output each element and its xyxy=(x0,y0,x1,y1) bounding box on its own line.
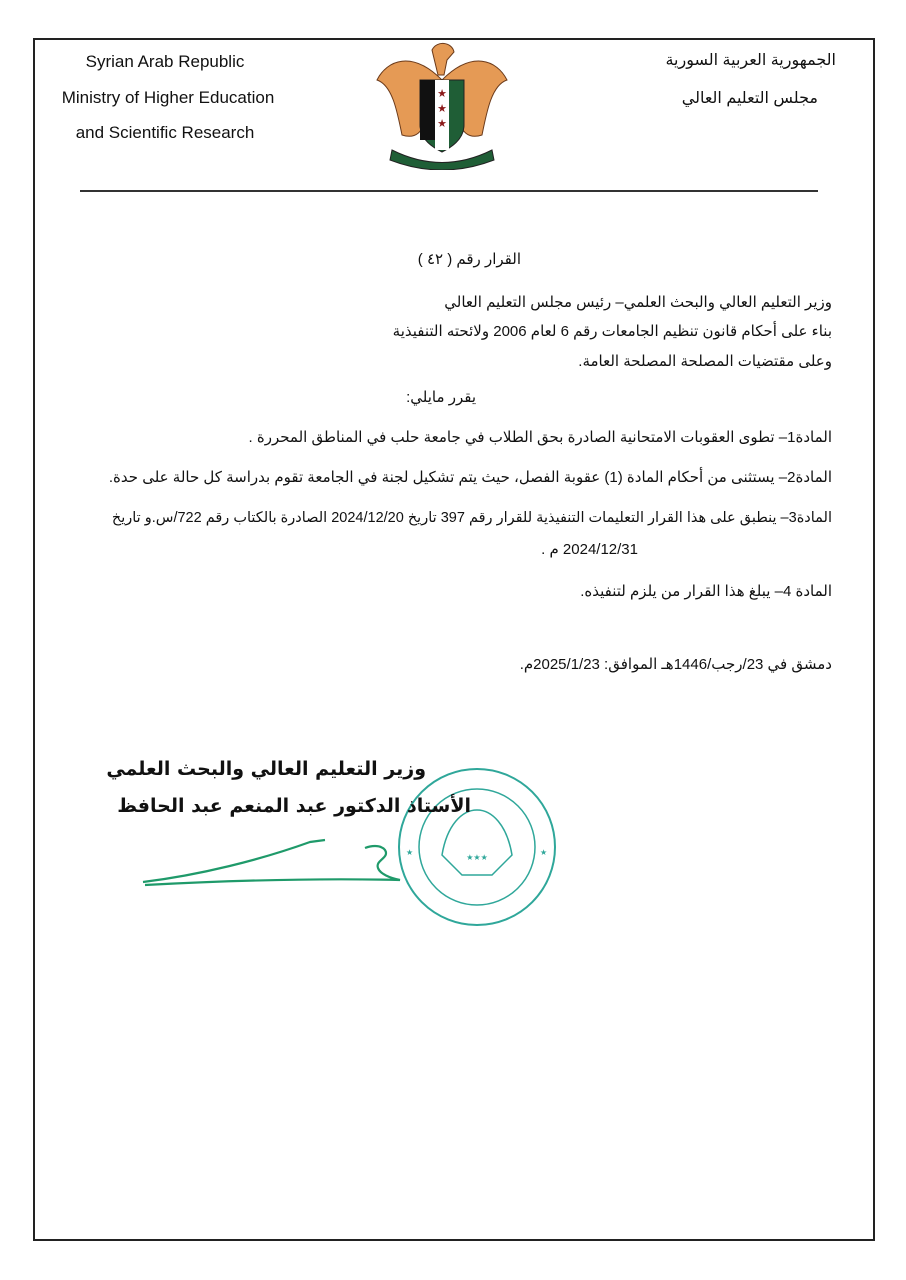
article-3-cont: 2024/12/31 م . xyxy=(541,541,638,558)
handwritten-signature xyxy=(140,830,410,894)
svg-text:★★★: ★★★ xyxy=(466,853,488,862)
header-en-line-1: Syrian Arab Republic xyxy=(85,52,245,71)
header-ar-line-2: مجلس التعليم العالي xyxy=(681,90,818,107)
official-stamp xyxy=(392,765,562,934)
article-3: المادة3– ينطبق على هذا القرار التعليمات التنفيذية للقرار رقم 397 تاريخ 2024/12/20 الصادرة بالكتاب رقم 722/س.و تاريخ xyxy=(111,510,832,526)
preamble-line-2: بناء على أحكام قانون تنظيم الجامعات رقم 6 لعام 2006 ولائحته التنفيذية xyxy=(392,323,832,340)
decides-heading: يقرر مايلي: xyxy=(406,389,476,406)
emblem-logo xyxy=(372,40,512,174)
decision-title: القرار رقم ( ٤٢ ) xyxy=(417,251,521,268)
article-1: المادة1– تطوى العقوبات الامتحانية الصادرة بحق الطلاب في جامعة حلب في المناطق المحررة . xyxy=(248,429,832,446)
svg-text:★: ★ xyxy=(437,102,447,115)
preamble-line-3: وعلى مقتضيات المصلحة المصلحة العامة. xyxy=(578,353,832,370)
header-ar-line-1: الجمهورية العربية السورية xyxy=(665,52,836,69)
header-en-line-3: and Scientific Research xyxy=(75,123,255,142)
svg-text:★: ★ xyxy=(437,87,447,100)
header-divider xyxy=(80,190,818,192)
svg-text:★: ★ xyxy=(406,848,414,857)
article-2: المادة2– يستثنى من أحكام المادة (1) عقوبة الفصل، حيث يتم تشكيل لجنة في الجامعة تقوم بدراسة كل حالة على حدة. xyxy=(108,469,832,486)
page-frame xyxy=(33,38,875,1241)
signatory-title: وزير التعليم العالي والبحث العلمي xyxy=(106,758,426,780)
preamble-line-1: وزير التعليم العالي والبحث العلمي– رئيس مجلس التعليم العالي xyxy=(444,294,832,311)
svg-text:★: ★ xyxy=(437,117,447,130)
svg-text:★: ★ xyxy=(540,848,548,857)
article-4: المادة 4– يبلغ هذا القرار من يلزم لتنفيذه. xyxy=(580,583,832,600)
signatory-name: الأستاذ الدكتور عبد المنعم عبد الحافظ xyxy=(117,795,471,817)
header-en-line-2: Ministry of Higher Education xyxy=(61,88,275,107)
date-line: دمشق في 23/رجب/1446هـ الموافق: 2025/1/23م. xyxy=(519,656,832,673)
